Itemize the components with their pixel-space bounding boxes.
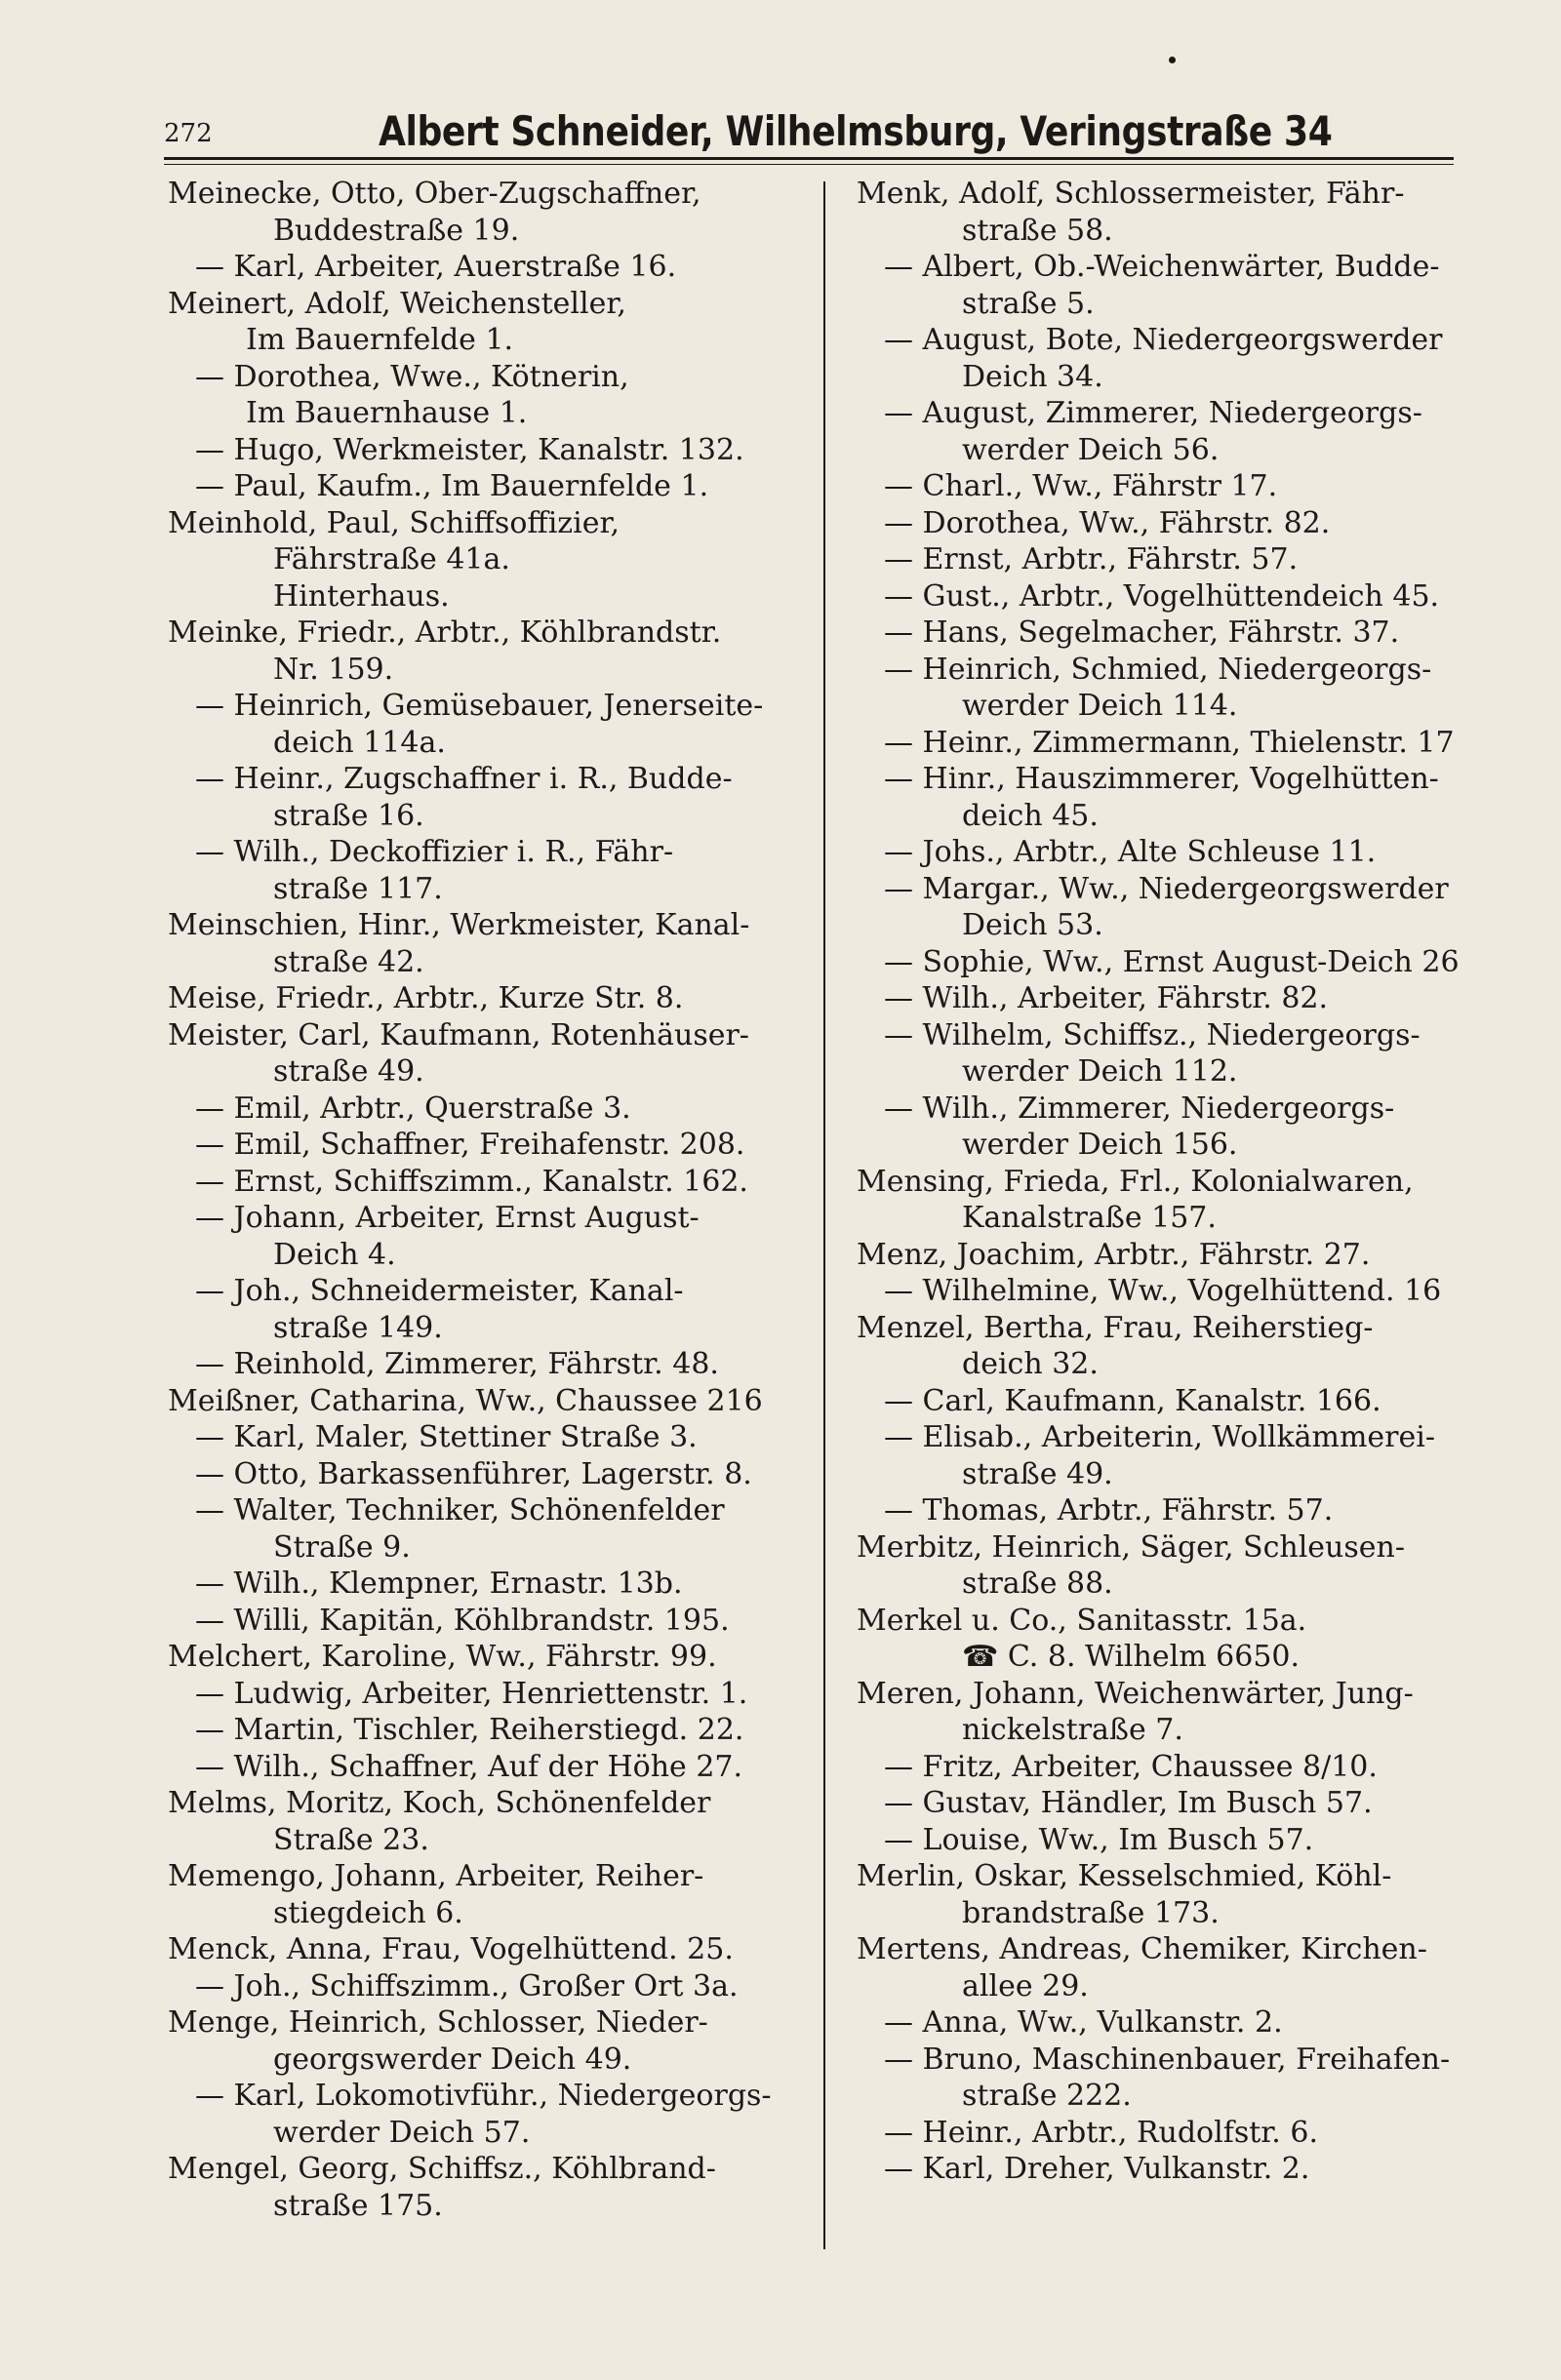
entry-line: Mensing, Frieda, Frl., Kolonialwaren,: [857, 1164, 1414, 1199]
continuation-line: Kanalstraße 157.: [962, 1201, 1217, 1235]
entry-line: Meinke, Friedr., Arbtr., Köhlbrandstr.: [168, 615, 722, 650]
column-divider: [823, 181, 825, 2249]
sub-entry-line: — Reinhold, Zimmerer, Fährstr. 48.: [195, 1347, 719, 1381]
sub-entry-line: — Ernst, Schiffszimm., Kanalstr. 162.: [195, 1164, 748, 1199]
entry-line: Mengel, Georg, Schiffsz., Köhlbrand-: [168, 2152, 716, 2186]
continuation-line: stiegdeich 6.: [273, 1895, 463, 1930]
sub-entry-line: — Wilh., Schaffner, Auf der Höhe 27.: [195, 1749, 743, 1784]
sub-entry-line: — Hinr., Hauszimmerer, Vogelhütten-: [884, 762, 1439, 796]
continuation-line: Im Bauernhause 1.: [246, 396, 528, 430]
continuation-line: straße 58.: [962, 213, 1113, 248]
continuation-line: straße 42.: [273, 944, 424, 979]
entry-line: Meister, Carl, Kaufmann, Rotenhäuser-: [168, 1017, 749, 1052]
entry-line: Meinert, Adolf, Weichensteller,: [168, 286, 626, 321]
sub-entry-line: — Hans, Segelmacher, Fährstr. 37.: [884, 615, 1400, 650]
sub-entry-line: — Fritz, Arbeiter, Chaussee 8/10.: [884, 1749, 1378, 1784]
continuation-line: deich 114a.: [273, 725, 446, 760]
sub-entry-line: — Dorothea, Ww., Fährstr. 82.: [884, 505, 1331, 540]
sub-entry-line: — Karl, Maler, Stettiner Straße 3.: [195, 1420, 698, 1454]
sub-entry-line: — Heinr., Zugschaffner i. R., Budde-: [195, 762, 733, 796]
continuation-line: brandstraße 173.: [962, 1895, 1220, 1930]
continuation-line: Fährstraße 41a.: [273, 542, 510, 576]
continuation-line: deich 45.: [962, 798, 1099, 833]
continuation-line: werder Deich 112.: [962, 1054, 1238, 1089]
entry-line: Merbitz, Heinrich, Säger, Schleusen-: [857, 1529, 1405, 1565]
sub-entry-line: — Gust., Arbtr., Vogelhüttendeich 45.: [884, 578, 1440, 614]
sub-entry-line: — Joh., Schneidermeister, Kanal-: [195, 1274, 684, 1308]
entry-line: Merlin, Oskar, Kesselschmied, Köhl-: [857, 1859, 1392, 1893]
entry-line: Mertens, Andreas, Chemiker, Kirchen-: [857, 1932, 1427, 1966]
page-number: 272: [164, 119, 213, 148]
entry-line: Merkel u. Co., Sanitasstr. 15a.: [857, 1603, 1307, 1638]
sub-entry-line: — Gustav, Händler, Im Busch 57.: [884, 1786, 1373, 1820]
sub-entry-line: — Walter, Techniker, Schönenfelder: [195, 1493, 725, 1527]
sub-entry-line: — Willi, Kapitän, Köhlbrandstr. 195.: [195, 1603, 730, 1638]
sub-entry-line: — Wilh., Klempner, Ernastr. 13b.: [195, 1567, 683, 1601]
header-rule: [164, 157, 1454, 160]
continuation-line: georgswerder Deich 49.: [273, 2042, 632, 2077]
running-title: Albert Schneider, Wilhelmsburg, Veringstraße 34: [379, 107, 1333, 155]
left-column: [168, 176, 802, 2224]
entry-line: Memengo, Johann, Arbeiter, Reiher-: [168, 1859, 704, 1893]
sub-entry-line: — Hugo, Werkmeister, Kanalstr. 132.: [195, 432, 744, 467]
sub-entry-line: — Heinr., Arbtr., Rudolfstr. 6.: [884, 2115, 1319, 2150]
continuation-line: Straße 9.: [273, 1529, 411, 1565]
entry-line: Meinhold, Paul, Schiffsoffizier,: [168, 505, 620, 540]
sub-entry-line: — Wilh., Zimmerer, Niedergeorgs-: [884, 1091, 1395, 1126]
entry-line: Meißner, Catharina, Ww., Chaussee 216: [168, 1383, 763, 1418]
sub-entry-line: — Heinr., Zimmermann, Thielenstr. 17: [884, 725, 1455, 760]
entry-line: Menck, Anna, Frau, Vogelhüttend. 25.: [168, 1932, 734, 1966]
sub-entry-line: — Martin, Tischler, Reiherstiegd. 22.: [195, 1713, 744, 1747]
sub-entry-line: — Heinrich, Gemüsebauer, Jenerseite-: [195, 689, 764, 723]
header-rule-thin: [164, 164, 1454, 165]
sub-entry-line: — Louise, Ww., Im Busch 57.: [884, 1822, 1314, 1857]
sub-entry-line: — Ernst, Arbtr., Fährstr. 57.: [884, 542, 1299, 576]
sub-entry-line: — Anna, Ww., Vulkanstr. 2.: [884, 2005, 1283, 2040]
continuation-line: deich 32.: [962, 1347, 1099, 1381]
sub-entry-line: — Karl, Dreher, Vulkanstr. 2.: [884, 2152, 1310, 2186]
continuation-line: werder Deich 57.: [273, 2115, 531, 2150]
continuation-line: straße 16.: [273, 798, 424, 833]
continuation-line: straße 175.: [273, 2188, 443, 2223]
sub-entry-line: — Carl, Kaufmann, Kanalstr. 166.: [884, 1383, 1381, 1418]
continuation-line: nickelstraße 7.: [962, 1713, 1183, 1747]
continuation-line: Nr. 159.: [273, 652, 394, 687]
continuation-line: Buddestraße 19.: [273, 213, 520, 248]
continuation-line: straße 149.: [273, 1310, 443, 1345]
sub-entry-line: — Karl, Lokomotivführ., Niedergeorgs-: [195, 2079, 772, 2113]
sub-entry-line: — Johs., Arbtr., Alte Schleuse 11.: [884, 835, 1377, 869]
sub-entry-line: — Paul, Kaufm., Im Bauernfelde 1.: [195, 469, 709, 503]
continuation-line: allee 29.: [962, 1968, 1089, 2003]
sub-entry-line: — Heinrich, Schmied, Niedergeorgs-: [884, 652, 1432, 687]
entry-line: Melms, Moritz, Koch, Schönenfelder: [168, 1786, 711, 1820]
sub-entry-line: — Emil, Arbtr., Querstraße 3.: [195, 1091, 631, 1126]
sub-entry-line: — Wilh., Deckoffizier i. R., Fähr-: [195, 835, 674, 869]
sub-entry-line: — Karl, Arbeiter, Auerstraße 16.: [195, 250, 677, 284]
entry-line: Meinecke, Otto, Ober-Zugschaffner,: [168, 177, 701, 211]
entry-line: Menzel, Bertha, Frau, Reiherstieg-: [857, 1310, 1374, 1345]
entry-line: Menk, Adolf, Schlossermeister, Fähr-: [857, 177, 1405, 211]
continuation-line: werder Deich 156.: [962, 1128, 1238, 1162]
entry-line: Meinschien, Hinr., Werkmeister, Kanal-: [168, 908, 750, 942]
continuation-line: Straße 23.: [273, 1822, 429, 1857]
sub-entry-line: — Wilh., Arbeiter, Fährstr. 82.: [884, 981, 1329, 1015]
sub-entry-line: — Sophie, Ww., Ernst August-Deich 26: [884, 944, 1460, 979]
entry-line: Meren, Johann, Weichenwärter, Jung-: [857, 1676, 1414, 1711]
sub-entry-line: — Wilhelmine, Ww., Vogelhüttend. 16: [884, 1274, 1442, 1308]
sub-entry-line: — Johann, Arbeiter, Ernst August-: [195, 1201, 700, 1235]
continuation-line: Deich 4.: [273, 1237, 396, 1272]
entry-line: Melchert, Karoline, Ww., Fährstr. 99.: [168, 1640, 717, 1674]
sub-entry-line: — Charl., Ww., Fährstr 17.: [884, 469, 1278, 503]
sub-entry-line: — Elisab., Arbeiterin, Wollkämmerei-: [884, 1420, 1436, 1454]
sub-entry-line: — Joh., Schiffszimm., Großer Ort 3a.: [195, 1968, 739, 2003]
entry-line: Menge, Heinrich, Schlosser, Nieder-: [168, 2005, 708, 2040]
continuation-line: straße 117.: [273, 871, 443, 906]
continuation-line: werder Deich 56.: [962, 432, 1220, 467]
continuation-line: Deich 53.: [962, 908, 1103, 942]
sub-entry-line: — Ludwig, Arbeiter, Henriettenstr. 1.: [195, 1676, 748, 1711]
sub-entry-line: — Wilhelm, Schiffsz., Niedergeorgs-: [884, 1017, 1421, 1052]
entry-line: Menz, Joachim, Arbtr., Fährstr. 27.: [857, 1237, 1371, 1272]
sub-entry-line: — August, Bote, Niedergeorgswerder: [884, 323, 1443, 357]
sub-entry-line: — August, Zimmerer, Niedergeorgs-: [884, 396, 1422, 430]
sub-entry-line: — Bruno, Maschinenbauer, Freihafen-: [884, 2042, 1451, 2077]
sub-entry-line: — Dorothea, Wwe., Kötnerin,: [195, 359, 629, 394]
continuation-line: werder Deich 114.: [962, 689, 1238, 723]
continuation-line: Im Bauernfelde 1.: [246, 323, 514, 357]
continuation-line: straße 88.: [962, 1567, 1113, 1601]
right-column: [857, 176, 1491, 2188]
sub-entry-line: — Emil, Schaffner, Freihafenstr. 208.: [195, 1128, 745, 1162]
entry-line: Meise, Friedr., Arbtr., Kurze Str. 8.: [168, 981, 684, 1015]
sub-entry-line: — Otto, Barkassenführer, Lagerstr. 8.: [195, 1456, 752, 1491]
sub-entry-line: — Margar., Ww., Niedergeorgswerder: [884, 871, 1449, 906]
ink-dot: [1169, 57, 1176, 63]
continuation-line: straße 5.: [962, 286, 1095, 321]
continuation-line: straße 49.: [962, 1456, 1113, 1491]
continuation-line: straße 49.: [273, 1054, 424, 1089]
continuation-line: ☎ C. 8. Wilhelm 6650.: [962, 1640, 1301, 1674]
sub-entry-line: — Albert, Ob.-Weichenwärter, Budde-: [884, 250, 1440, 284]
sub-entry-line: — Thomas, Arbtr., Fährstr. 57.: [884, 1493, 1334, 1527]
continuation-line: Deich 34.: [962, 359, 1103, 394]
continuation-line: Hinterhaus.: [273, 578, 450, 614]
continuation-line: straße 222.: [962, 2079, 1132, 2113]
